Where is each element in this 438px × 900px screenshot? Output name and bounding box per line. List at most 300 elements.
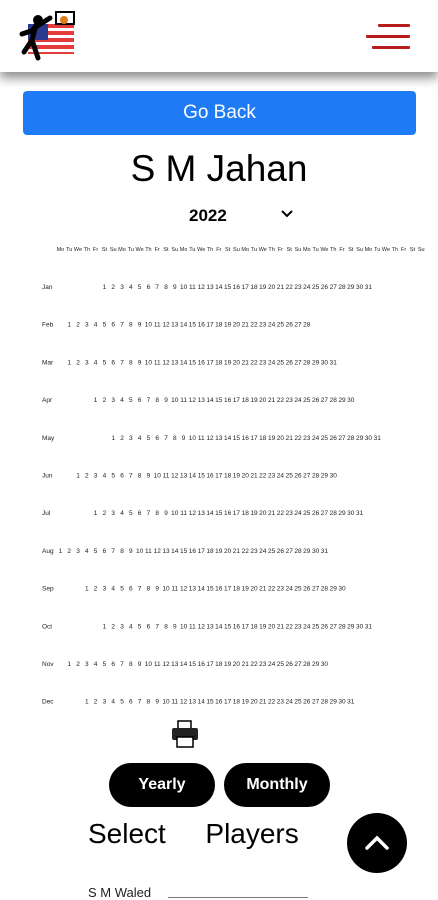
calendar-day: 28 — [294, 547, 302, 555]
calendar-day: 12 — [162, 359, 170, 367]
calendar-day: 21 — [241, 661, 249, 668]
calendar-day: 17 — [206, 321, 214, 329]
calendar-day: 5 — [146, 434, 151, 442]
calendar-day: 22 — [267, 698, 276, 706]
calendar-day: 3 — [84, 321, 89, 329]
calendar-day: 21 — [259, 585, 267, 593]
weekday-header-label: Tu — [374, 247, 381, 253]
weekday-header-label: We — [320, 247, 329, 253]
calendar-day: 12 — [188, 510, 197, 518]
calendar-day: 9 — [172, 623, 177, 631]
calendar-day: 16 — [206, 472, 214, 480]
calendar-day: 22 — [250, 359, 258, 367]
calendar-day: 19 — [223, 661, 232, 668]
app-header — [0, 0, 438, 72]
select-label: Select — [88, 818, 166, 849]
calendar-day: 7 — [120, 359, 124, 367]
calendar-day: 9 — [155, 585, 160, 593]
calendar-day: 16 — [232, 623, 241, 631]
calendar-day: 12 — [179, 585, 188, 593]
calendar-day: 6 — [146, 284, 151, 291]
weekday-header-label: Mo — [241, 247, 250, 253]
calendar-day: 14 — [197, 698, 205, 706]
calendar-day: 19 — [215, 547, 223, 555]
calendar-day: 4 — [120, 510, 124, 518]
weekday-header-label: Th — [329, 247, 337, 253]
calendar-day: 20 — [267, 623, 276, 631]
calendar-day: 5 — [120, 585, 124, 593]
weekday-header-label: St — [101, 247, 108, 253]
calendar-day: 2 — [93, 698, 98, 706]
calendar-day: 7 — [146, 510, 151, 518]
calendar-day: 15 — [215, 397, 223, 405]
calendar-day: 24 — [285, 585, 293, 593]
calendar-day: 25 — [303, 510, 311, 518]
calendar-day: 14 — [206, 397, 214, 405]
calendar-day: 8 — [128, 359, 133, 367]
calendar-day: 19 — [241, 698, 249, 706]
calendar-day: 20 — [259, 397, 267, 405]
calendar-day: 20 — [232, 321, 241, 329]
calendar-day: 7 — [128, 472, 133, 480]
calendar-day: 16 — [223, 510, 232, 518]
calendar-day: 15 — [206, 585, 214, 593]
calendar-day: 29 — [329, 585, 337, 593]
calendar-day: 2 — [111, 623, 116, 631]
calendar-day: 26 — [329, 434, 337, 442]
calendar-day: 14 — [179, 321, 188, 329]
calendar-day: 4 — [93, 359, 98, 367]
calendar-day: 8 — [146, 698, 151, 706]
calendar-day: 15 — [223, 623, 232, 631]
calendar-day: 19 — [223, 359, 232, 367]
calendar-day: 19 — [259, 284, 267, 291]
players-label: Players — [205, 818, 299, 849]
calendar-day: 22 — [276, 397, 285, 405]
calendar-day: 16 — [215, 585, 223, 593]
calendar-day: 27 — [320, 510, 329, 518]
month-label: Jan — [42, 284, 53, 291]
calendar-day: 2 — [102, 510, 107, 518]
weekday-header-label: Fr — [339, 247, 345, 253]
calendar-day: 17 — [206, 661, 214, 668]
calendar-day: 3 — [84, 661, 89, 668]
player-option[interactable]: S M Waled — [88, 885, 152, 900]
calendar-day: 3 — [102, 585, 107, 593]
month-label: Jun — [42, 472, 53, 480]
calendar-day: 29 — [320, 472, 329, 480]
calendar-day: 24 — [303, 623, 311, 631]
calendar-day: 1 — [84, 585, 89, 593]
calendar-day: 25 — [311, 284, 320, 291]
calendar-day: 27 — [329, 623, 337, 631]
calendar-day: 6 — [137, 510, 142, 518]
weekday-header-label: Th — [83, 247, 91, 253]
calendar-day: 17 — [250, 434, 258, 442]
calendar-day: 7 — [120, 321, 124, 329]
calendar-day: 28 — [303, 321, 311, 329]
calendar-day: 25 — [294, 698, 302, 706]
calendar-day: 21 — [276, 284, 285, 291]
calendar-day: 1 — [67, 321, 72, 329]
weekday-header-label: Su — [233, 247, 240, 253]
monthly-button[interactable]: Monthly — [224, 763, 330, 807]
calendar-day: 4 — [120, 397, 124, 405]
weekday-header-label: Tu — [250, 247, 258, 253]
calendar-day: 24 — [294, 510, 302, 518]
calendar-day: 2 — [93, 585, 98, 593]
calendar-day: 4 — [111, 585, 116, 593]
calendar-day: 26 — [303, 698, 311, 706]
calendar-day: 26 — [311, 510, 320, 518]
go-back-button[interactable]: Go Back — [23, 91, 416, 135]
calendar-day: 27 — [294, 359, 302, 367]
calendar-day: 5 — [102, 359, 107, 367]
calendar-day: 23 — [267, 472, 276, 480]
calendar-day: 10 — [144, 359, 153, 367]
calendar-day: 18 — [215, 321, 223, 329]
calendar-day: 6 — [128, 585, 133, 593]
calendar-day: 20 — [250, 698, 258, 706]
calendar-day: 31 — [347, 698, 355, 706]
calendar-day: 11 — [189, 284, 196, 291]
calendar-day: 1 — [102, 284, 107, 291]
calendar-day: 29 — [338, 510, 346, 518]
calendar-day: 17 — [215, 472, 223, 480]
calendar-day: 15 — [206, 698, 214, 706]
calendar-day: 13 — [171, 321, 179, 329]
calendar-day: 24 — [276, 472, 285, 480]
calendar-day: 29 — [347, 623, 355, 631]
weekday-header-label: Tu — [312, 247, 319, 253]
calendar-day: 28 — [329, 397, 337, 405]
scroll-to-top-button[interactable] — [347, 813, 407, 873]
calendar-day: 23 — [285, 510, 293, 518]
calendar-day: 25 — [267, 547, 276, 555]
calendar-day: 21 — [285, 434, 293, 442]
calendar-day: 10 — [135, 547, 144, 555]
calendar-day: 17 — [197, 547, 205, 555]
weekday-header-label: Th — [206, 247, 214, 253]
calendar-day: 4 — [93, 321, 98, 329]
yearly-button[interactable]: Yearly — [109, 763, 215, 807]
calendar-day: 1 — [58, 547, 63, 555]
calendar-day: 8 — [155, 397, 160, 405]
calendar-day: 10 — [144, 321, 153, 329]
month-label: Aug — [42, 547, 54, 555]
calendar-day: 13 — [206, 623, 214, 631]
calendar-day: 6 — [155, 434, 160, 442]
calendar-day: 24 — [303, 284, 311, 291]
calendar-day: 29 — [311, 359, 320, 367]
calendar-day: 31 — [355, 510, 364, 518]
calendar-day: 10 — [179, 284, 188, 291]
calendar-day: 9 — [146, 472, 151, 480]
calendar-day: 25 — [311, 623, 320, 631]
calendar-day: 23 — [276, 585, 285, 593]
calendar-day: 17 — [223, 698, 232, 706]
calendar-day: 27 — [311, 585, 320, 593]
calendar-day: 12 — [188, 397, 197, 405]
calendar-day: 2 — [111, 284, 116, 291]
calendar-day: 28 — [320, 585, 329, 593]
calendar-day: 27 — [311, 698, 320, 706]
calendar-day: 19 — [241, 585, 249, 593]
calendar-day: 9 — [164, 510, 168, 518]
weekday-header-label: Su — [171, 247, 179, 253]
calendar-day: 20 — [232, 661, 241, 668]
calendar-day: 9 — [137, 359, 142, 367]
calendar-day: 25 — [320, 434, 329, 442]
calendar-day: 23 — [259, 359, 267, 367]
month-label: Mar — [42, 359, 54, 367]
calendar-day: 1 — [84, 698, 89, 706]
calendar-day: 16 — [197, 661, 205, 668]
calendar-day: 3 — [120, 284, 124, 291]
calendar-day: 12 — [162, 661, 170, 668]
month-label: Dec — [42, 698, 54, 706]
calendar-day: 31 — [329, 359, 337, 367]
calendar-day: 19 — [250, 510, 258, 518]
calendar-day: 28 — [320, 698, 329, 706]
weekday-header-label: St — [224, 247, 231, 253]
calendar-day: 3 — [111, 397, 116, 405]
calendar-day: 8 — [128, 321, 133, 329]
calendar-day: 18 — [232, 698, 241, 706]
calendar-day: 1 — [67, 661, 72, 668]
calendar-day: 25 — [276, 359, 285, 367]
calendar-day: 19 — [223, 321, 232, 329]
calendar-day: 14 — [179, 359, 188, 367]
calendar-day: 11 — [153, 661, 161, 668]
calendar-day: 7 — [155, 284, 160, 291]
calendar-day: 10 — [171, 397, 179, 405]
calendar-day: 24 — [294, 397, 302, 405]
weekday-header-label: St — [286, 247, 292, 253]
calendar-day: 3 — [84, 359, 89, 367]
calendar-day: 14 — [215, 284, 223, 291]
calendar-day: 23 — [250, 547, 258, 555]
calendar-day: 24 — [267, 321, 276, 329]
calendar-day: 5 — [102, 661, 107, 668]
weekday-header-label: Mo — [302, 247, 311, 253]
calendar-day: 30 — [338, 585, 346, 593]
calendar-day: 13 — [171, 661, 179, 668]
calendar-day: 18 — [241, 510, 249, 518]
calendar-day: 21 — [250, 472, 258, 480]
calendar-day: 26 — [303, 585, 311, 593]
month-label: Nov — [42, 661, 54, 668]
weekday-header-label: Su — [109, 247, 117, 253]
calendar-day: 20 — [232, 359, 241, 367]
calendar-day: 10 — [179, 623, 188, 631]
calendar-day: 24 — [311, 434, 320, 442]
calendar-day: 10 — [153, 472, 161, 480]
calendar-day: 5 — [128, 510, 133, 518]
calendar-day: 13 — [179, 472, 188, 480]
calendar-day: 1 — [102, 623, 107, 631]
calendar-day: 27 — [303, 472, 311, 480]
select-players-heading — [88, 818, 299, 850]
calendar-day: 11 — [145, 547, 152, 555]
weekday-header-label: St — [409, 247, 416, 253]
year-select-value: 2022 — [189, 206, 227, 225]
calendar-day: 23 — [276, 698, 285, 706]
calendar-day: 29 — [311, 661, 320, 668]
calendar-day: 7 — [155, 623, 160, 631]
weekday-header-label: Mo — [56, 247, 65, 253]
calendar-day: 22 — [250, 321, 258, 329]
weekday-header-label: Su — [417, 247, 425, 253]
calendar-day: 1 — [93, 397, 98, 405]
yearly-calendar — [0, 240, 438, 710]
calendar-day: 30 — [338, 698, 346, 706]
calendar-day: 15 — [223, 284, 232, 291]
calendar-day: 15 — [232, 434, 241, 442]
calendar-day: 17 — [206, 359, 214, 367]
calendar-day: 30 — [320, 359, 329, 367]
chevron-up-icon — [365, 834, 389, 850]
month-label: May — [42, 434, 55, 442]
calendar-day: 18 — [259, 434, 267, 442]
calendar-day: 25 — [276, 661, 285, 668]
calendar-day: 1 — [67, 359, 72, 367]
calendar-day: 25 — [303, 397, 311, 405]
calendar-day: 4 — [111, 698, 116, 706]
calendar-day: 2 — [76, 359, 80, 367]
calendar-day: 23 — [303, 434, 311, 442]
calendar-day: 11 — [153, 321, 161, 329]
calendar-day: 29 — [329, 698, 337, 706]
calendar-day: 23 — [259, 661, 267, 668]
weekday-header-label: Th — [268, 247, 275, 253]
calendar-day: 27 — [294, 661, 302, 668]
calendar-day: 21 — [276, 623, 285, 631]
calendar-day: 3 — [120, 623, 124, 631]
calendar-day: 18 — [223, 472, 232, 480]
calendar-day: 22 — [250, 661, 258, 668]
calendar-day: 5 — [93, 547, 98, 555]
calendar-day: 15 — [197, 472, 205, 480]
calendar-day: 11 — [189, 623, 196, 631]
calendar-day: 9 — [164, 397, 168, 405]
calendar-day: 13 — [188, 698, 197, 706]
calendar-day: 19 — [259, 623, 267, 631]
calendar-day: 24 — [285, 698, 293, 706]
calendar-day: 30 — [311, 547, 320, 555]
calendar-day: 18 — [250, 284, 258, 291]
calendar-day: 22 — [241, 547, 249, 555]
calendar-day: 2 — [120, 434, 124, 442]
calendar-day: 10 — [171, 510, 179, 518]
calendar-day: 7 — [137, 585, 142, 593]
year-select[interactable] — [186, 204, 298, 228]
calendar-day: 6 — [137, 397, 142, 405]
calendar-day: 27 — [329, 284, 337, 291]
weekday-header-label: Mo — [179, 247, 188, 253]
calendar-day: 26 — [311, 397, 320, 405]
month-label: Apr — [42, 397, 53, 405]
calendar-day: 9 — [137, 321, 142, 329]
calendar-day: 2 — [84, 472, 89, 480]
calendar-day: 7 — [164, 434, 168, 442]
calendar-day: 7 — [137, 698, 142, 706]
calendar-day: 15 — [188, 321, 197, 329]
calendar-day: 25 — [285, 472, 293, 480]
calendar-day: 8 — [137, 472, 142, 480]
calendar-day: 20 — [223, 547, 232, 555]
calendar-day: 24 — [259, 547, 267, 555]
calendar-day: 27 — [285, 547, 293, 555]
calendar-day: 30 — [347, 510, 355, 518]
calendar-day: 1 — [111, 434, 116, 442]
calendar-day: 20 — [259, 510, 267, 518]
weekday-header-label: Su — [356, 247, 363, 253]
calendar-day: 18 — [206, 547, 214, 555]
calendar-day: 4 — [128, 623, 133, 631]
calendar-day: 13 — [197, 510, 205, 518]
calendar-day: 5 — [137, 623, 142, 631]
calendar-day: 25 — [294, 585, 302, 593]
calendar-day: 2 — [76, 321, 80, 329]
printer-icon[interactable] — [170, 720, 200, 748]
calendar-day: 8 — [120, 547, 124, 555]
calendar-day: 11 — [180, 510, 187, 518]
calendar-day: 7 — [111, 547, 116, 555]
calendar-day: 6 — [128, 698, 133, 706]
calendar-day: 31 — [373, 434, 381, 442]
calendar-day: 11 — [171, 585, 179, 593]
calendar-day: 8 — [164, 284, 168, 291]
calendar-day: 31 — [364, 623, 373, 631]
month-label: Oct — [42, 623, 53, 631]
calendar-day: 19 — [267, 434, 276, 442]
calendar-day: 16 — [241, 434, 249, 442]
calendar-day: 22 — [285, 284, 293, 291]
calendar-day: 26 — [294, 472, 302, 480]
calendar-day: 3 — [128, 434, 133, 442]
weekday-header-label: Tu — [127, 247, 134, 253]
calendar-day: 13 — [188, 585, 197, 593]
calendar-day: 28 — [311, 472, 320, 480]
calendar-day: 27 — [320, 397, 329, 405]
calendar-day: 22 — [285, 623, 293, 631]
calendar-day: 10 — [144, 661, 153, 668]
hamburger-menu-icon[interactable] — [366, 24, 410, 50]
player-input-line[interactable] — [168, 897, 308, 898]
calendar-day: 3 — [76, 547, 80, 555]
calendar-day: 14 — [179, 661, 188, 668]
calendar-day: 11 — [197, 434, 205, 442]
calendar-day: 5 — [137, 284, 142, 291]
calendar-day: 14 — [197, 585, 205, 593]
calendar-day: 20 — [241, 472, 249, 480]
weekday-header-label: St — [348, 247, 354, 253]
calendar-day: 4 — [102, 472, 107, 480]
calendar-day: 15 — [179, 547, 188, 555]
weekday-header-label: We — [381, 247, 391, 253]
weekday-header-label: We — [258, 247, 267, 253]
calendar-day: 26 — [285, 661, 293, 668]
calendar-day: 28 — [303, 661, 311, 668]
calendar-day: 13 — [162, 547, 170, 555]
calendar-day: 3 — [93, 472, 98, 480]
calendar-day: 4 — [128, 284, 133, 291]
calendar-day: 3 — [111, 510, 116, 518]
basketball-player-logo-icon[interactable] — [14, 10, 76, 62]
calendar-day: 1 — [76, 472, 80, 480]
calendar-day: 10 — [188, 434, 197, 442]
